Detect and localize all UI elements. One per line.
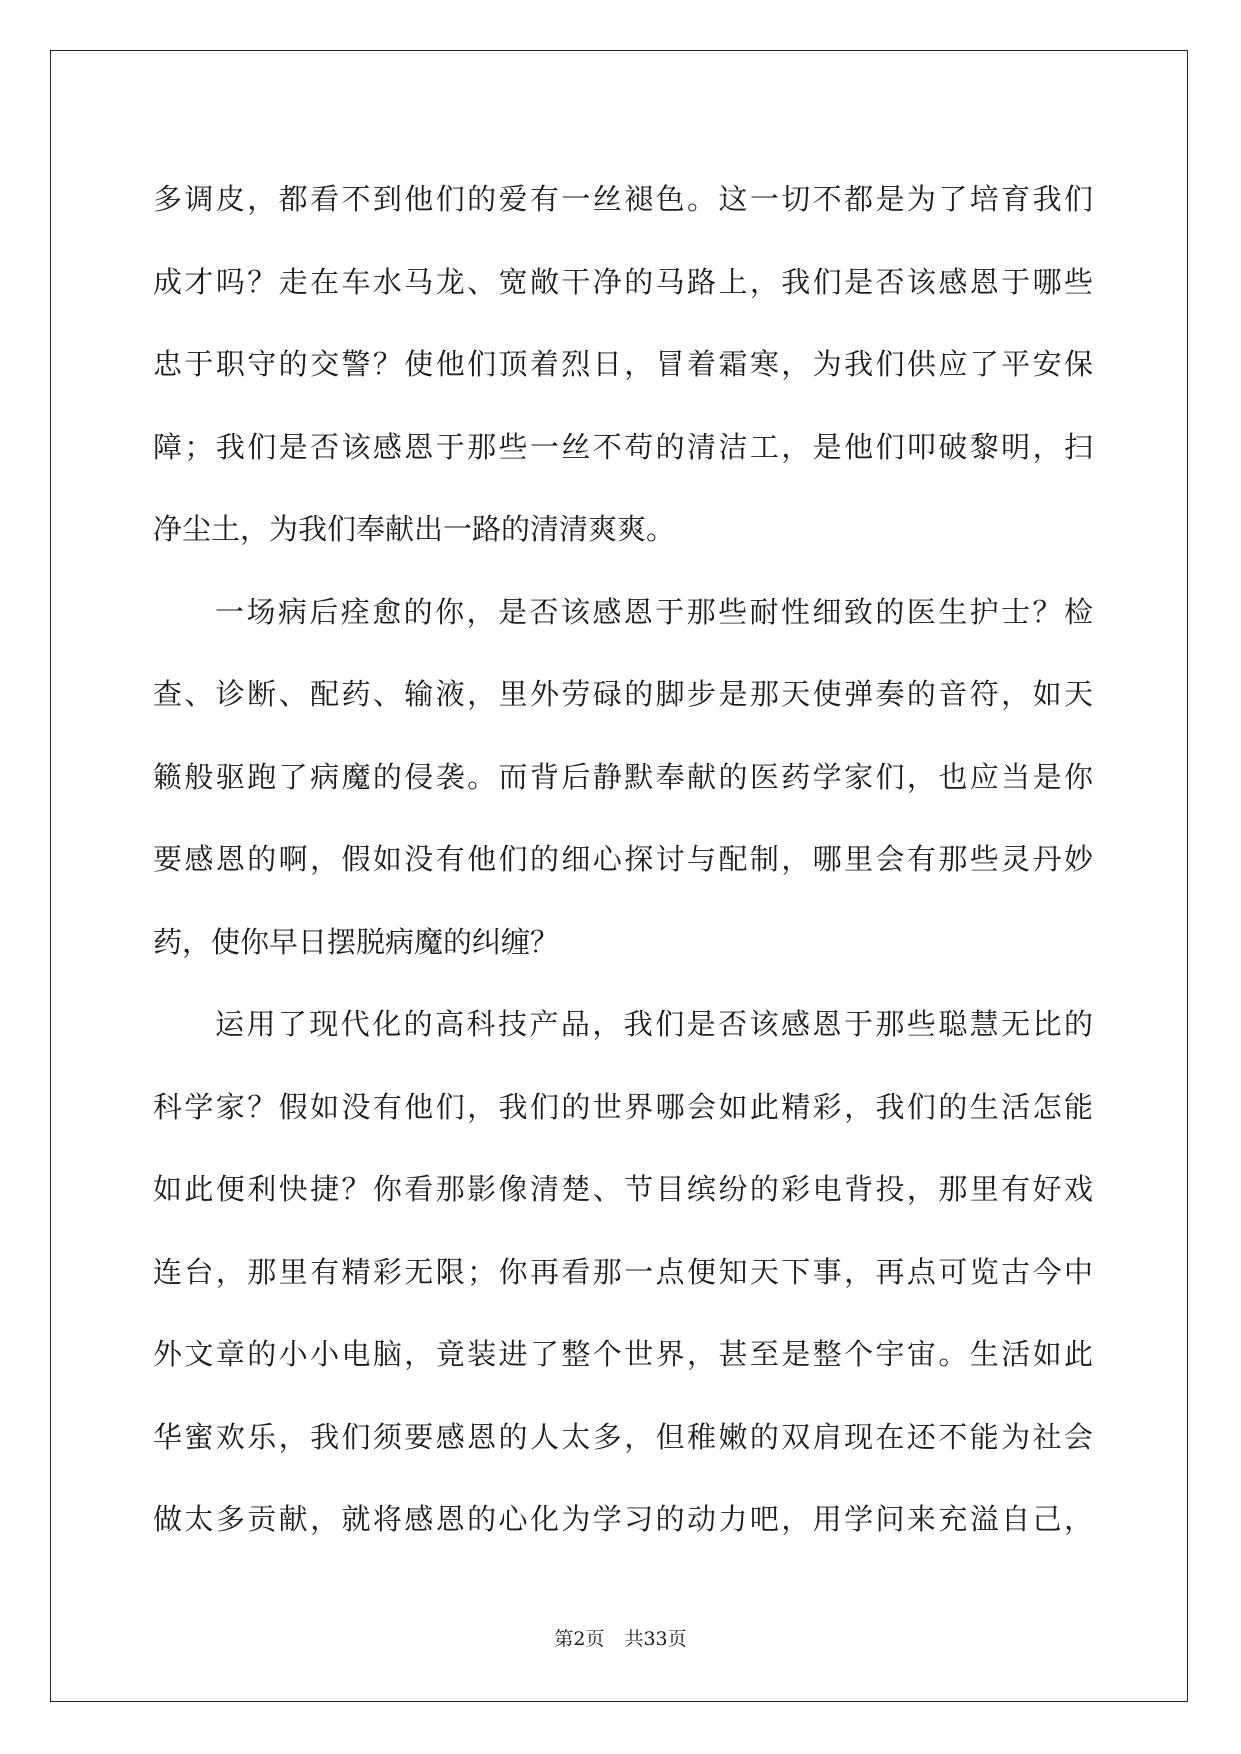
text-line: 运用了现代化的高科技产品，我们是否该感恩于那些聪慧无比的 — [215, 1007, 1093, 1041]
page-footer — [0, 1624, 1241, 1651]
text-line: 如此便利快捷？你看那影像清楚、节目缤纷的彩电背投，那里有好戏 — [153, 1172, 1093, 1206]
text-line: 华蜜欢乐，我们须要感恩的人太多，但稚嫩的双肩现在还不能为社会 — [153, 1419, 1093, 1454]
page-prefix: 第 — [554, 1628, 574, 1650]
text-line: 做太多贡献，就将感恩的心化为学习的动力吧，用学问来充溢自己， — [153, 1502, 1093, 1536]
total-pages: 33 — [643, 1628, 668, 1650]
text-line: 查、诊断、配药、输液，里外劳碌的脚步是那天使弹奏的音符，如天 — [153, 677, 1093, 711]
document-body — [153, 158, 1093, 1561]
page-suffix: 页 — [585, 1628, 605, 1650]
text-line: 一场病后痊愈的你，是否该感恩于那些耐性细致的医生护士？检 — [215, 594, 1093, 629]
total-suffix: 页 — [667, 1628, 687, 1650]
page-number: 2 — [573, 1628, 586, 1650]
text-line: 成才吗？走在车水马龙、宽敞干净的马路上，我们是否该感恩于哪些 — [153, 264, 1093, 299]
text-line: 连台，那里有精彩无限；你再看那一点便知天下事，再点可览古今中 — [153, 1254, 1093, 1289]
total-prefix: 共 — [624, 1628, 644, 1650]
text-line: 障；我们是否该感恩于那些一丝不苟的清洁工，是他们叩破黎明，扫 — [153, 429, 1093, 464]
text-line: 多调皮，都看不到他们的爱有一丝褪色。这一切不都是为了培育我们 — [153, 182, 1093, 216]
text-line: 药，使你早日摆脱病魔的纠缠？ — [153, 924, 560, 959]
text-line: 净尘土，为我们奉献出一路的清清爽爽。 — [153, 512, 676, 546]
text-line: 忠于职守的交警？使他们顶着烈日，冒着霜寒，为我们供应了平安保 — [153, 347, 1093, 381]
text-line: 籁般驱跑了病魔的侵袭。而背后静默奉献的医药学家们，也应当是你 — [153, 759, 1093, 794]
text-line: 外文章的小小电脑，竟装进了整个世界，甚至是整个宇宙。生活如此 — [153, 1337, 1093, 1371]
text-line: 要感恩的啊，假如没有他们的细心探讨与配制，哪里会有那些灵丹妙 — [153, 842, 1093, 876]
text-line: 科学家？假如没有他们，我们的世界哪会如此精彩，我们的生活怎能 — [153, 1089, 1093, 1124]
